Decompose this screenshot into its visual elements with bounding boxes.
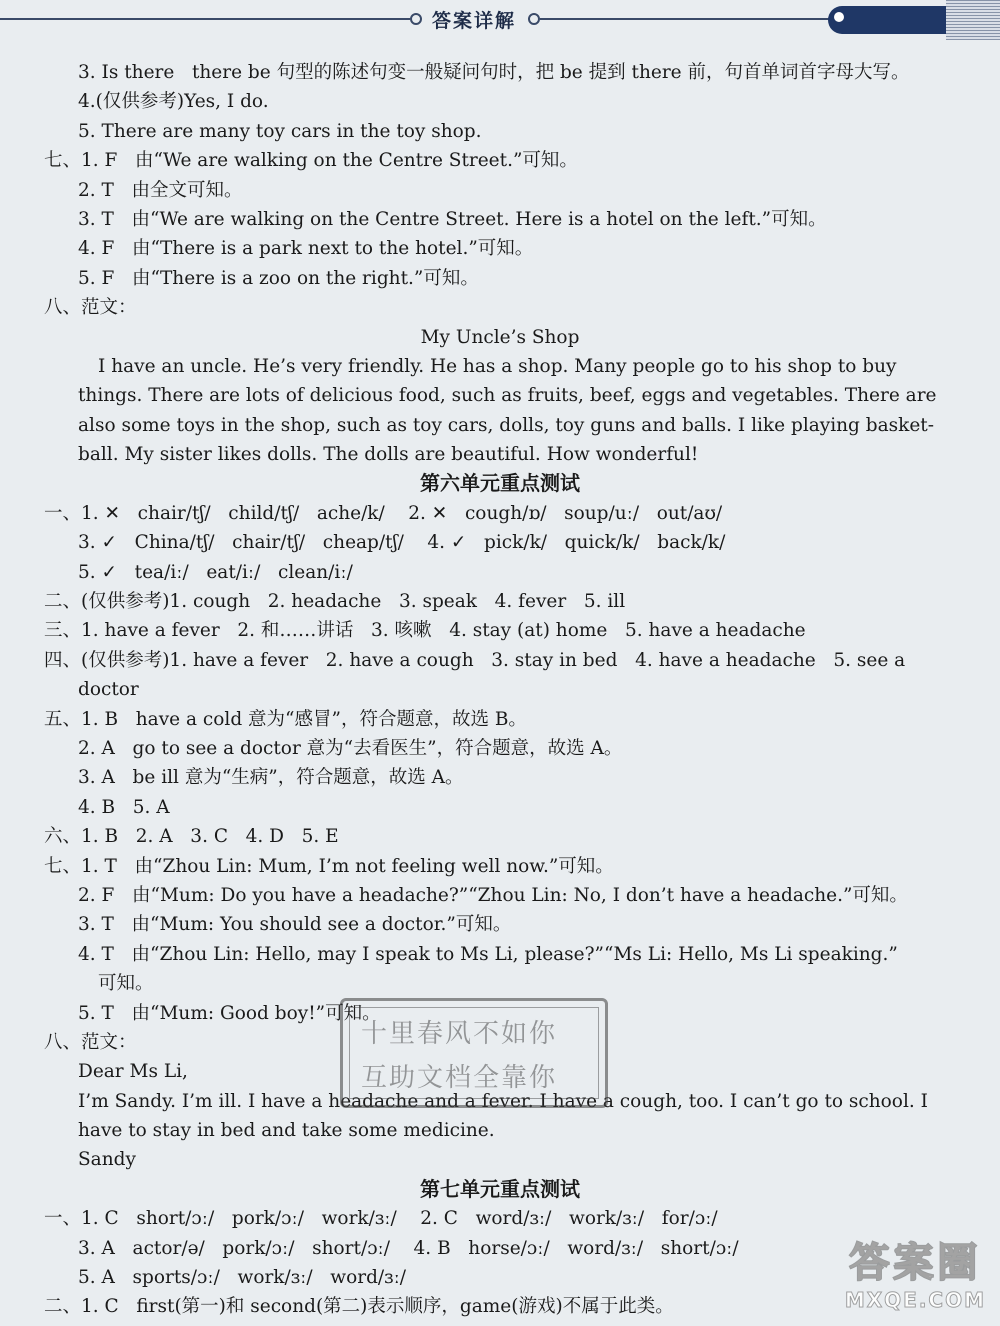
- stamp-line-2: 互助文档全靠你: [361, 1063, 558, 1093]
- text-line: 5. T 由“Mum: Good boy!”可知。: [78, 1002, 381, 1024]
- text-line: have to stay in bed and take some medicine.: [78, 1120, 495, 1142]
- text-line: doctor: [78, 679, 139, 701]
- text-line: 四、(仅供参考)1. have a fever 2. have a cough 3. stay in bed 4. have a headache 5. see a: [44, 649, 906, 671]
- text-line: 3. ✓ China/tʃ/ chair/tʃ/ cheap/tʃ/ 4. ✓ pick/k/ quick/k/ back/k/: [78, 532, 726, 554]
- text-line: 六、1. B 2. A 3. C 4. D 5. E: [44, 826, 339, 848]
- answer-content: [0, 58, 1000, 1322]
- text-line: Dear Ms Li,: [78, 1061, 188, 1083]
- text-line: things. There are lots of delicious food, such as fruits, beef, eggs and vegetables. There are: [78, 385, 937, 407]
- header-stripes: [946, 0, 1000, 40]
- text-line: 八、范文：: [44, 297, 137, 319]
- text-line: 4. F 由“There is a park next to the hotel.”可知。: [78, 238, 534, 260]
- header-tab-dot: [834, 12, 844, 22]
- text-line: 2. T 由全文可知。: [78, 179, 243, 201]
- header-rule-left: [0, 18, 410, 20]
- section-heading: 第六单元重点测试: [420, 471, 580, 496]
- header-rule-right: [540, 18, 832, 20]
- watermark-logo-text: 答案圈: [849, 1240, 982, 1286]
- text-line: 三、1. have a fever 2. 和……讲话 3. 咳嗽 4. stay (at) home 5. have a headache: [44, 620, 806, 642]
- text-line: 5. A sports/ɔː/ work/ɜː/ word/ɜː/: [78, 1267, 407, 1289]
- page-header: [0, 0, 1000, 40]
- text-line: 5. ✓ tea/iː/ eat/iː/ clean/iː/: [78, 561, 353, 583]
- text-line: 3. Is there there be 句型的陈述句变一般疑问句时，把 be 提到 there 前，句首单词首字母大写。: [78, 62, 910, 83]
- header-title: 答案详解: [432, 10, 517, 32]
- text-line: 3. T 由“We are walking on the Centre Street. Here is a hotel on the left.”可知。: [78, 208, 827, 230]
- text-line: 一、1. ✕ chair/tʃ/ child/tʃ/ ache/k/ 2. ✕ cough/ɒ/ soup/uː/ out/aʊ/: [44, 502, 723, 524]
- text-line: ball. My sister likes dolls. The dolls are beautiful. How wonderful!: [78, 444, 699, 466]
- text-line: 八、范文：: [44, 1031, 137, 1053]
- text-line: Sandy: [78, 1149, 136, 1171]
- watermark-url: MXQE.COM: [844, 1288, 986, 1312]
- text-line: 二、1. C first(第一)和 second(第二)表示顺序，game(游戏)不属于此类。: [44, 1296, 674, 1318]
- text-line: 可知。: [98, 973, 154, 995]
- text-line: 3. A actor/ə/ pork/ɔː/ short/ɔː/ 4. B horse/ɔː/ word/ɜː/ short/ɔː/: [78, 1237, 739, 1259]
- text-line: 5. There are many toy cars in the toy shop.: [78, 120, 482, 142]
- header-ornament-left: [410, 13, 422, 25]
- text-line: 五、1. B have a cold 意为“感冒”，符合题意，故选 B。: [44, 708, 527, 730]
- text-line: 2. F 由“Mum: Do you have a headache?”“Zhou Lin: No, I don’t have a headache.”可知。: [78, 884, 908, 906]
- text-line: 4. T 由“Zhou Lin: Hello, may I speak to Ms Li, please?”“Ms Li: Hello, Ms Li speaking.”: [78, 943, 898, 965]
- site-watermark: [845, 1231, 986, 1312]
- text-line: 二、(仅供参考)1. cough 2. headache 3. speak 4. fever 5. ill: [44, 591, 626, 613]
- text-line: 2. A go to see a doctor 意为“去看医生”，符合题意，故选 A。: [78, 737, 623, 759]
- text-line: 一、1. C short/ɔː/ pork/ɔː/ work/ɜː/ 2. C word/ɜː/ work/ɜː/ for/ɔː/: [44, 1208, 718, 1230]
- stamp-seal: [340, 998, 608, 1108]
- text-line: 5. F 由“There is a zoo on the right.”可知。: [78, 267, 479, 289]
- stamp-line-1: 十里春风不如你: [361, 1019, 558, 1049]
- header-ornament-right: [528, 13, 540, 25]
- text-line: I have an uncle. He’s very friendly. He has a shop. Many people go to his shop to buy: [98, 355, 897, 377]
- text-line: 七、1. F 由“We are walking on the Centre Street.”可知。: [44, 150, 578, 172]
- text-line: 4.(仅供参考)Yes, I do.: [78, 91, 269, 113]
- text-line: 七、1. T 由“Zhou Lin: Mum, I’m not feeling well now.”可知。: [44, 855, 614, 877]
- text-line: 4. B 5. A: [78, 796, 170, 818]
- text-line: also some toys in the shop, such as toy cars, dolls, toy guns and balls. I like playing basket-: [78, 414, 934, 436]
- header-tab-bar: [828, 6, 946, 34]
- text-line: 3. A be ill 意为“生病”，符合题意，故选 A。: [78, 767, 464, 789]
- text-line: I’m Sandy. I’m ill. I have a headache and a fever. I have a cough, too. I can’t go to school. I: [78, 1090, 928, 1112]
- section-heading: 第七单元重点测试: [420, 1176, 580, 1201]
- text-line: My Uncle’s Shop: [420, 326, 580, 348]
- text-line: 3. T 由“Mum: You should see a doctor.”可知。: [78, 914, 512, 936]
